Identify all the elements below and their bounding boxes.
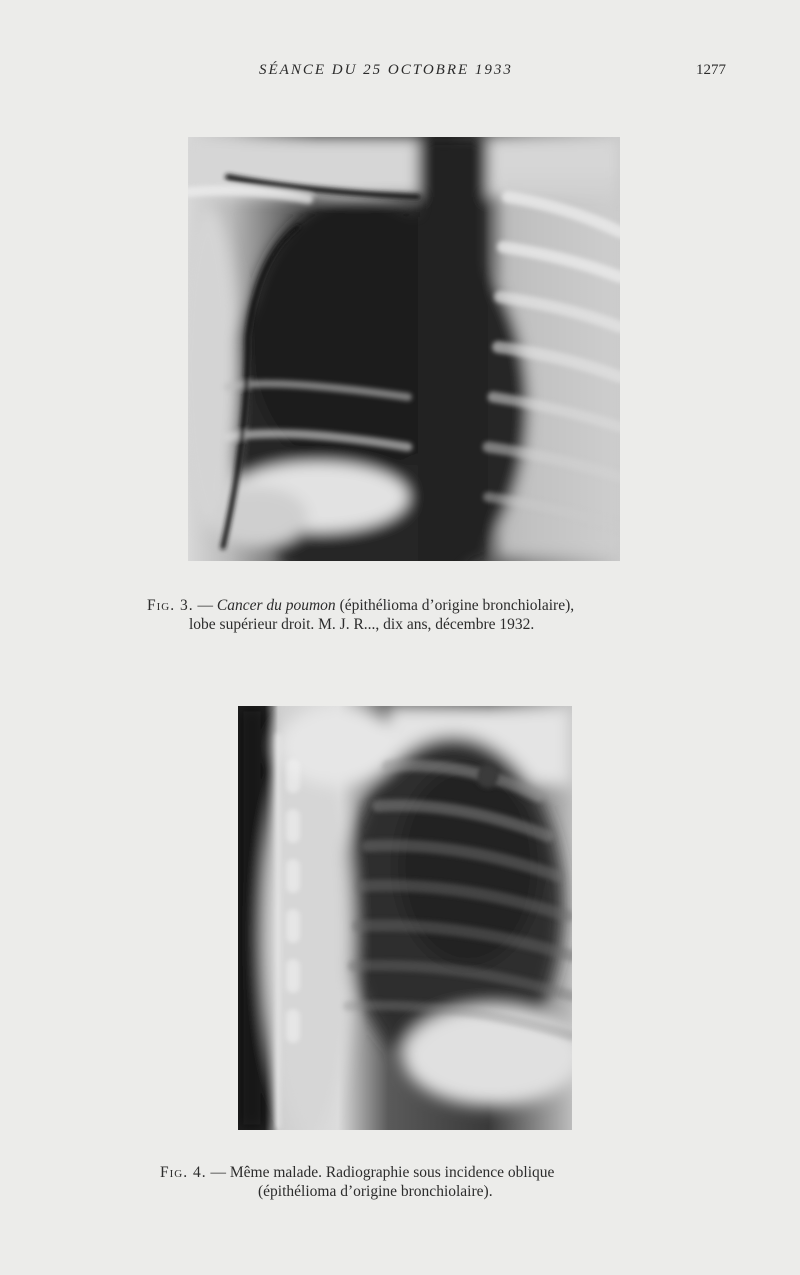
running-head-title: SÉANCE DU 25 OCTOBRE 1933 xyxy=(259,62,513,78)
figure-3-caption-italic: Cancer du poumon xyxy=(216,597,336,614)
page-number: 1277 xyxy=(696,62,726,78)
figure-3-label: Fig. 3. xyxy=(147,597,194,614)
figure-4-label: Fig. 4. xyxy=(160,1164,207,1181)
figure-4-caption-rest: — Même malade. Radiographie sous incidence oblique xyxy=(206,1164,555,1181)
figure-3-radiograph xyxy=(188,137,620,561)
figure-3-caption-rest: (épithélioma d’origine bronchiolaire), xyxy=(335,597,575,614)
figure-4-caption xyxy=(160,1163,660,1201)
figure-3-caption-line-2: lobe supérieur droit. M. J. R..., dix ans, décembre 1932. xyxy=(189,616,535,633)
figure-3-caption-line-1 xyxy=(147,596,667,615)
figure-3-caption xyxy=(147,596,667,634)
chest-xray-oblique-image xyxy=(238,706,572,1130)
figure-3-caption-dash: — xyxy=(193,597,217,614)
running-head xyxy=(0,62,800,86)
figure-4-caption-line-2: (épithélioma d’origine bronchiolaire). xyxy=(258,1183,493,1200)
figure-4-caption-line-1 xyxy=(160,1163,660,1182)
chest-xray-frontal-image xyxy=(188,137,620,561)
figure-4-radiograph xyxy=(238,706,572,1130)
